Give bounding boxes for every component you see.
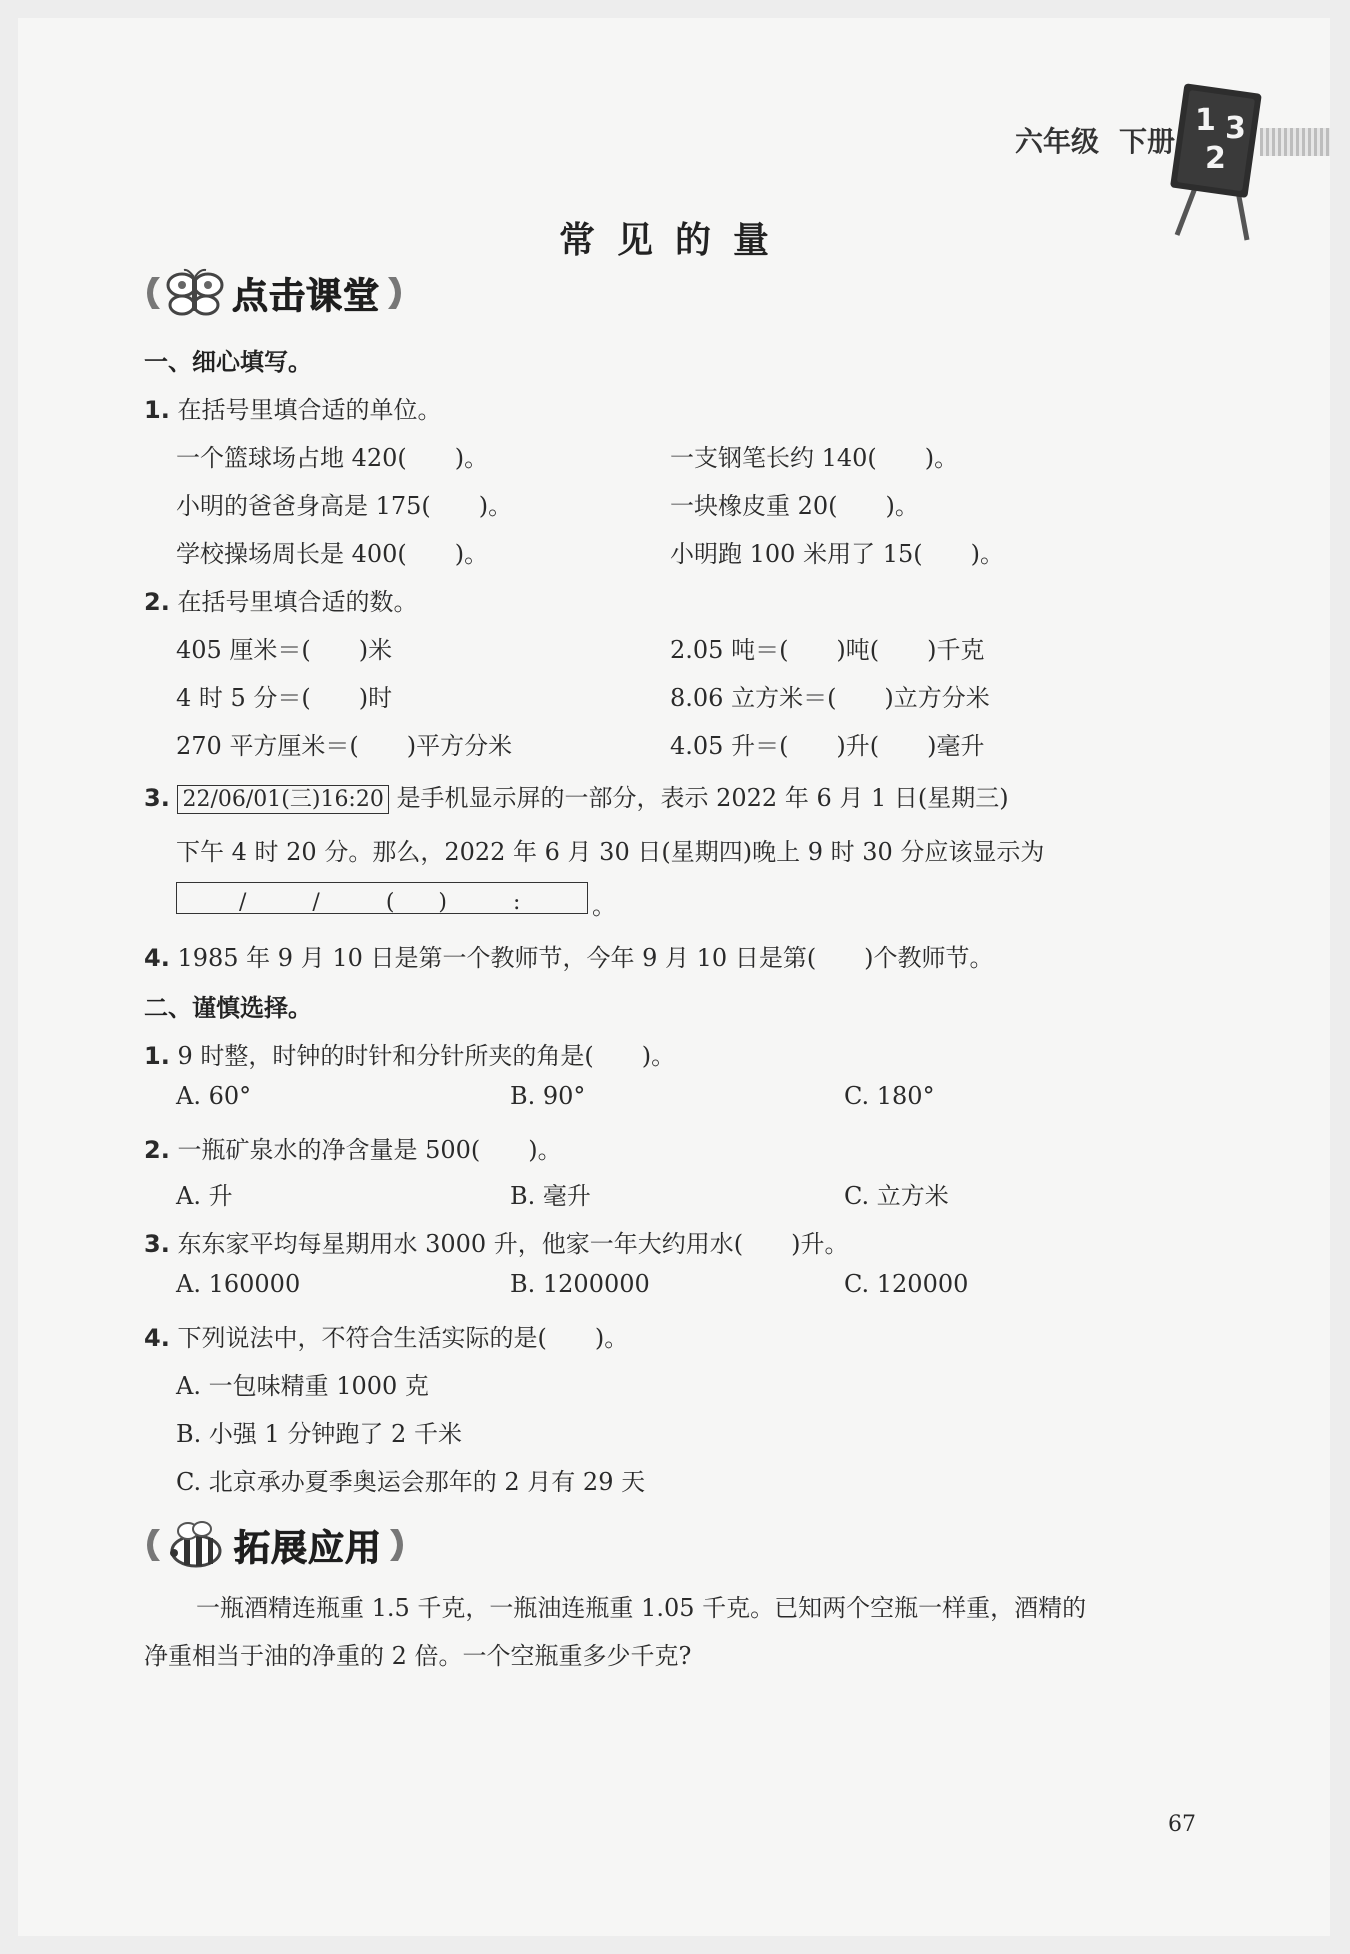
choice-question-4 — [144, 1318, 628, 1353]
question-2 — [144, 582, 417, 617]
banner-right-cap-icon — [386, 273, 406, 313]
option-b[interactable]: B. 90° — [510, 1082, 586, 1110]
option-a[interactable]: A. 160000 — [176, 1270, 301, 1298]
fill-item: 一块橡皮重 20( )。 — [670, 492, 919, 520]
conversion-item: 405 厘米＝( )米 — [176, 636, 393, 664]
question-text: 在括号里填合适的单位。 — [177, 396, 442, 424]
option-b[interactable]: B. 1200000 — [510, 1270, 650, 1298]
question-text: 一瓶矿泉水的净含量是 500( )。 — [177, 1136, 562, 1164]
board-digit-2: 3 — [1225, 111, 1246, 146]
banner-title: 点击课堂 — [232, 275, 381, 317]
question-text: 下列说法中，不符合生活实际的是( )。 — [177, 1324, 629, 1352]
banner-left-cap-icon — [142, 273, 162, 313]
question-text: 9 时整，时钟的时针和分针所夹的角是( )。 — [177, 1042, 676, 1070]
question-3 — [144, 778, 1009, 813]
option-c[interactable]: C. 立方米 — [844, 1182, 949, 1210]
fill-item: 小明的爸爸身高是 175( )。 — [176, 492, 513, 520]
banner-left-cap-icon — [142, 1525, 162, 1565]
option-c[interactable]: C. 180° — [844, 1082, 935, 1110]
option-a[interactable]: A. 60° — [176, 1082, 252, 1110]
question-number: 4. — [144, 944, 170, 972]
board-digit-3: 2 — [1205, 141, 1226, 176]
option-a[interactable]: A. 升 — [176, 1182, 233, 1210]
grade-label — [1015, 120, 1175, 160]
question-1 — [144, 390, 441, 425]
conversion-item: 4.05 升＝( )升( )毫升 — [670, 732, 985, 760]
volume-text: 下册 — [1118, 125, 1175, 158]
conversion-item: 4 时 5 分＝( )时 — [176, 684, 393, 712]
question-3-end: 。 — [592, 892, 616, 920]
page-title: 常见的量 — [558, 220, 791, 261]
fill-item: 一个篮球场占地 420( )。 — [176, 444, 489, 472]
section-banner-extension — [142, 1518, 408, 1572]
choice-question-3 — [144, 1224, 849, 1259]
option-c[interactable]: C. 120000 — [844, 1270, 969, 1298]
question-text: 1985 年 9 月 10 日是第一个教师节，今年 9 月 10 日是第( )个教师节。 — [177, 944, 994, 972]
section-heading-fill: 一、细心填写。 — [144, 348, 312, 376]
answer-display-box[interactable] — [176, 882, 588, 914]
question-text: 东东家平均每星期用水 3000 升，他家一年大约用水( )升。 — [177, 1230, 849, 1258]
choice-question-2 — [144, 1130, 562, 1165]
conversion-item: 8.06 立方米＝( )立方分米 — [670, 684, 990, 712]
question-number: 1. — [144, 1042, 170, 1070]
question-number: 2. — [144, 1136, 170, 1164]
fill-item: 学校操场周长是 400( )。 — [176, 540, 489, 568]
section-banner-classroom — [142, 266, 406, 320]
page-number: 67 — [1168, 1812, 1196, 1837]
section-heading-choice: 二、谨慎选择。 — [144, 994, 312, 1022]
extension-problem-line1: 一瓶酒精连瓶重 1.5 千克，一瓶油连瓶重 1.05 千克。已知两个空瓶一样重，酒精的 — [196, 1594, 1087, 1622]
banner-title: 拓展应用 — [234, 1527, 383, 1569]
question-number: 2. — [144, 588, 170, 616]
question-text: 是手机显示屏的一部分，表示 2022 年 6 月 1 日(星期三) — [396, 784, 1009, 812]
conversion-item: 2.05 吨＝( )吨( )千克 — [670, 636, 985, 664]
fill-item: 小明跑 100 米用了 15( )。 — [670, 540, 1004, 568]
conversion-item: 270 平方厘米＝( )平方分米 — [176, 732, 513, 760]
grade-text: 六年级 — [1014, 125, 1099, 158]
banner-right-cap-icon — [388, 1525, 408, 1565]
question-text: 在括号里填合适的数。 — [177, 588, 418, 616]
board-digit-1: 1 — [1195, 103, 1216, 138]
option-a[interactable]: A. 一包味精重 1000 克 — [176, 1372, 429, 1400]
answer-display-template: / / ( ) : — [239, 890, 521, 915]
fill-item: 一支钢笔长约 140( )。 — [670, 444, 959, 472]
question-number: 3. — [144, 1230, 170, 1258]
phone-display-sample: 22/06/01(三)16:20 — [177, 785, 388, 814]
question-3-line2: 下午 4 时 20 分。那么，2022 年 6 月 30 日(星期四)晚上 9 时 30 分应该显示为 — [176, 838, 1045, 866]
question-number: 1. — [144, 396, 170, 424]
butterfly-icon — [162, 267, 226, 319]
option-b[interactable]: B. 小强 1 分钟跑了 2 千米 — [176, 1420, 462, 1448]
question-number: 3. — [144, 784, 170, 812]
choice-question-1 — [144, 1036, 675, 1071]
extension-problem-line2: 净重相当于油的净重的 2 倍。一个空瓶重多少千克? — [144, 1642, 692, 1670]
option-b[interactable]: B. 毫升 — [510, 1182, 591, 1210]
bee-icon — [162, 1519, 228, 1571]
question-4 — [144, 938, 994, 973]
option-c[interactable]: C. 北京承办夏季奥运会那年的 2 月有 29 天 — [176, 1468, 646, 1496]
question-number: 4. — [144, 1324, 170, 1352]
